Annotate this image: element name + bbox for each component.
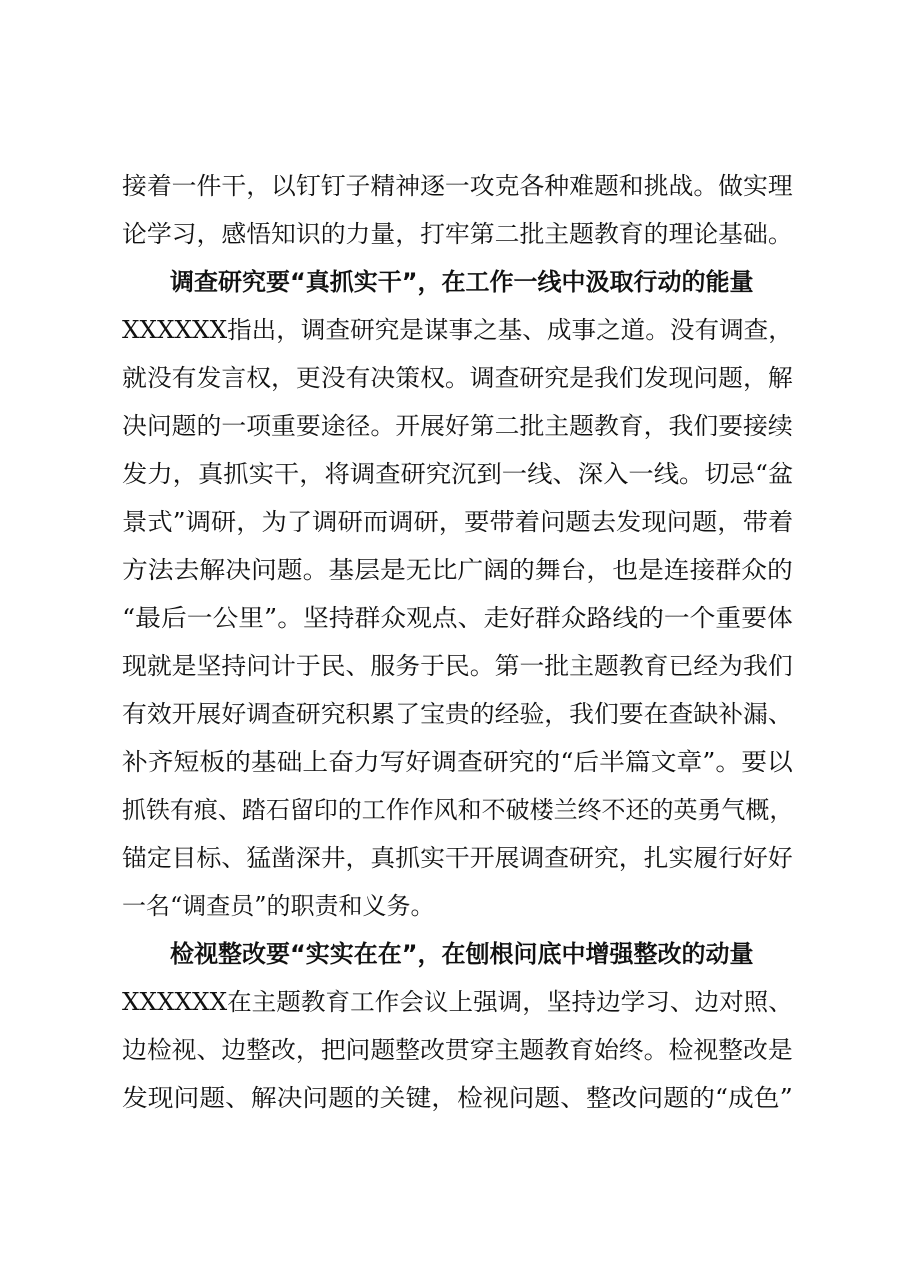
body-text-line bbox=[0, 498, 909, 546]
body-text-line bbox=[0, 1074, 909, 1122]
line-text: XXXXXX在主题教育工作会议上强调，坚持边学习、边对照、 bbox=[122, 988, 793, 1016]
body-text-line bbox=[0, 834, 909, 882]
line-text: 论学习，感悟知识的力量，打牢第二批主题教育的理论基础。 bbox=[122, 220, 793, 248]
heading-text: 调查研究要“真抓实干”，在工作一线中汲取行动的能量 bbox=[170, 268, 754, 296]
line-text: 抓铁有痕、踏石留印的工作作风和不破楼兰终不还的英勇气概， bbox=[122, 796, 794, 824]
line-text: “最后一公里”。坚持群众观点、走好群众路线的一个重要体 bbox=[122, 604, 793, 632]
body-text-line bbox=[0, 642, 909, 690]
line-text: 一名“调查员”的职责和义务。 bbox=[122, 892, 435, 920]
body-text-line bbox=[0, 402, 909, 450]
body-text-line bbox=[0, 690, 909, 738]
line-text: 边检视、边整改，把问题整改贯穿主题教育始终。检视整改是 bbox=[122, 1036, 793, 1064]
body-text-line bbox=[0, 594, 909, 642]
body-text-line bbox=[0, 450, 909, 498]
line-text: 决问题的一项重要途径。开展好第二批主题教育，我们要接续 bbox=[122, 412, 793, 440]
body-text-line bbox=[0, 786, 909, 834]
line-text: 接着一件干，以钉钉子精神逐一攻克各种难题和挑战。做实理 bbox=[122, 172, 793, 200]
heading-text: 检视整改要“实实在在”，在刨根问底中增强整改的动量 bbox=[170, 940, 754, 968]
line-text: 补齐短板的基础上奋力写好调查研究的“后半篇文章”。要以 bbox=[122, 748, 793, 776]
line-text: 有效开展好调查研究积累了宝贵的经验，我们要在查缺补漏、 bbox=[122, 700, 793, 728]
body-text-line bbox=[0, 1026, 909, 1074]
body-text-line bbox=[0, 978, 909, 1026]
body-text-line bbox=[0, 546, 909, 594]
line-text: 发现问题、解决问题的关键，检视问题、整改问题的“成色” bbox=[122, 1084, 793, 1112]
line-text: 方法去解决问题。基层是无比广阔的舞台，也是连接群众的 bbox=[122, 556, 793, 584]
body-text-line bbox=[0, 354, 909, 402]
body-text-line bbox=[0, 306, 909, 354]
section-heading-rectification bbox=[0, 930, 909, 978]
line-text: 就没有发言权，更没有决策权。调查研究是我们发现问题，解 bbox=[122, 364, 793, 392]
line-text: 现就是坚持问计于民、服务于民。第一批主题教育已经为我们 bbox=[122, 652, 793, 680]
line-text: XXXXXX指出，调查研究是谋事之基、成事之道。没有调查， bbox=[122, 316, 793, 344]
section-heading-investigation bbox=[0, 258, 909, 306]
line-text: 景式”调研，为了调研而调研，要带着问题去发现问题，带着 bbox=[122, 508, 794, 536]
body-text-line bbox=[0, 210, 909, 258]
body-text-line bbox=[0, 162, 909, 210]
line-text: 锚定目标、猛凿深井，真抓实干开展调查研究，扎实履行好好 bbox=[122, 844, 793, 872]
line-text: 发力，真抓实干，将调查研究沉到一线、深入一线。切忌“盆 bbox=[122, 460, 794, 488]
body-text-line bbox=[0, 882, 909, 930]
body-text-line bbox=[0, 738, 909, 786]
